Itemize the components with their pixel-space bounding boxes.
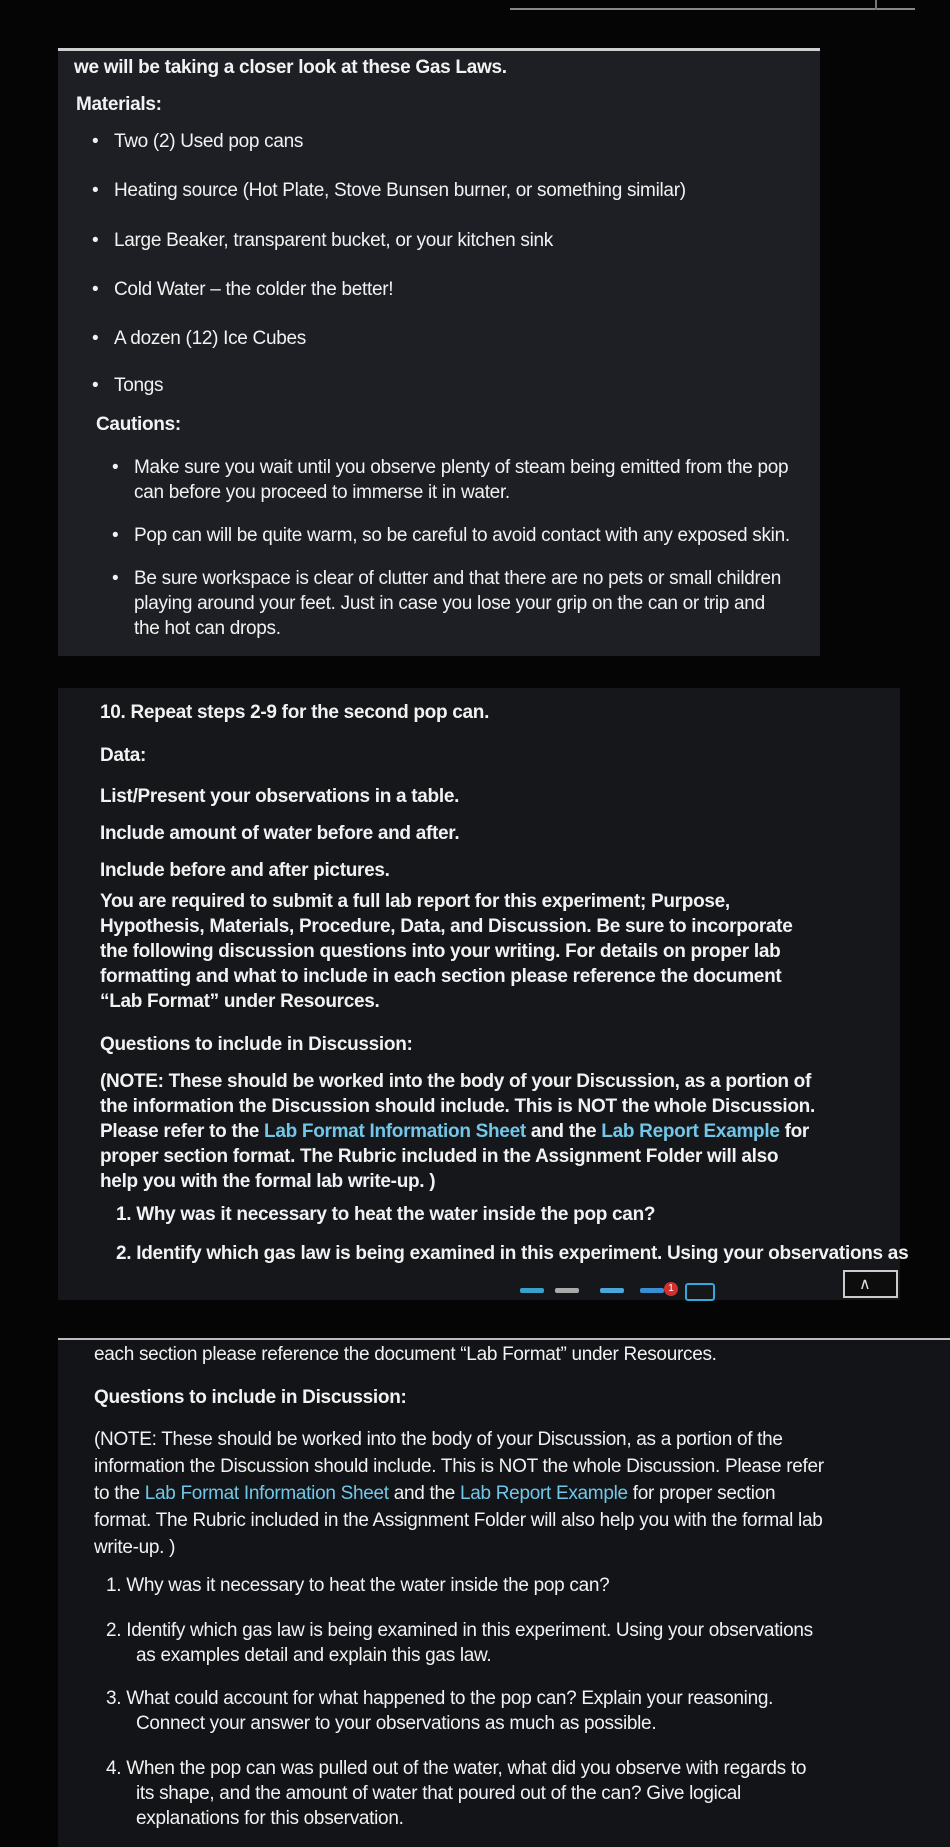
- list-item: • A dozen (12) Ice Cubes: [92, 326, 820, 351]
- notification-badge: 1: [664, 1282, 678, 1296]
- list-item: • Cold Water – the colder the better!: [92, 277, 820, 302]
- taskbar-active-app-icon[interactable]: [685, 1283, 715, 1301]
- list-item: • Heating source (Hot Plate, Stove Bunsen burner, or something similar): [92, 178, 820, 203]
- question-item: 1. Why was it necessary to heat the water inside the pop can?: [106, 1575, 610, 1596]
- note-text: (NOTE: These should be worked into the body of your Discussion, as a portion of the information the Discussion should include. This is NOT the whole Discussion. Please refer to the: [94, 1429, 824, 1504]
- lab-format-link[interactable]: Lab Format Information Sheet: [264, 1121, 526, 1142]
- note-text: and the: [525, 1121, 602, 1142]
- screenshot-panel-materials: [58, 48, 820, 656]
- scroll-up-control[interactable]: [843, 1270, 898, 1298]
- question-2-partial: 2. Identify which gas law is being examined in this experiment. Using your observations as: [116, 1243, 909, 1264]
- note-paragraph: [100, 1069, 820, 1194]
- question-item: 3. What could account for what happened to the pop can? Explain your reasoning. Connect your answer to your observations as much as possible.: [106, 1688, 774, 1734]
- lab-report-example-link[interactable]: Lab Report Example: [459, 1483, 628, 1504]
- screenshot-panel-data: [58, 688, 909, 1300]
- screenshot-panel-discussion: [58, 1338, 950, 1847]
- questions-heading: Questions to include in Discussion:: [94, 1387, 407, 1408]
- list-item: • Large Beaker, transparent bucket, or your kitchen sink: [92, 228, 820, 253]
- lab-report-example-link[interactable]: Lab Report Example: [601, 1121, 780, 1142]
- taskbar-app-icon[interactable]: [555, 1288, 579, 1293]
- cautions-heading: Cautions:: [96, 414, 181, 435]
- questions-heading: Questions to include in Discussion:: [100, 1034, 413, 1055]
- list-item: • Two (2) Used pop cans: [92, 129, 820, 154]
- materials-heading: Materials:: [76, 94, 162, 115]
- data-line: Include before and after pictures.: [100, 860, 390, 881]
- note-paragraph: [94, 1426, 834, 1561]
- question-item: 4. When the pop can was pulled out of the water, what did you observe with regards to its shape, and the amount of water that poured out of the can? Give logical explanations for this observation.: [106, 1758, 807, 1829]
- note-text: (NOTE: These should be worked into the body of your Discussion, as a portion of the information the Discussion should include. This is NOT the whole Discussion. Please refer to the: [100, 1071, 815, 1142]
- note-text: and the: [388, 1483, 460, 1504]
- question-item: 2. Identify which gas law is being examined in this experiment. Using your observations as examples detail and explain this gas law.: [106, 1620, 813, 1666]
- top-line-text: each section please reference the document “Lab Format” under Resources.: [94, 1344, 717, 1365]
- list-item: • Be sure workspace is clear of clutter and that there are no pets or small children playing around your feet. Just in case you lose your grip on the can or trip and the hot can drops.: [112, 566, 792, 641]
- top-window-edge: [510, 8, 915, 10]
- list-item: • Make sure you wait until you observe plenty of steam being emitted from the pop can before you proceed to immerse it in water.: [112, 455, 792, 505]
- list-item: • Pop can will be quite warm, so be careful to avoid contact with any exposed skin.: [112, 523, 792, 548]
- lab-format-link[interactable]: Lab Format Information Sheet: [144, 1483, 389, 1504]
- taskbar-app-icon[interactable]: [600, 1288, 624, 1293]
- data-line: List/Present your observations in a table.: [100, 786, 460, 807]
- step-10-text: 10. Repeat steps 2-9 for the second pop can.: [100, 702, 490, 723]
- data-line: Include amount of water before and after.: [100, 823, 460, 844]
- data-heading: Data:: [100, 745, 147, 766]
- list-item: • Tongs: [92, 373, 820, 398]
- taskbar-app-icon[interactable]: [520, 1288, 544, 1293]
- intro-text: we will be taking a closer look at these Gas Laws.: [74, 57, 507, 78]
- report-paragraph: You are required to submit a full lab report for this experiment; Purpose, Hypothesis, Materials, Procedure, Data, and Discussion. Be sure to incorporate the following discussion questions into your writing. For details on proper lab formatting and what to include in each section please reference the document “Lab Format” under Resources.: [100, 891, 793, 1012]
- chevron-up-icon: ∧: [859, 1276, 871, 1293]
- question-1: 1. Why was it necessary to heat the water inside the pop can?: [116, 1204, 656, 1225]
- top-window-divider: [875, 0, 877, 10]
- note-text: for proper section format. The Rubric included in the Assignment Folder will also help you with the formal lab write-up. ): [100, 1121, 810, 1192]
- taskbar-app-icon[interactable]: [640, 1288, 664, 1293]
- note-text: for proper section format. The Rubric included in the Assignment Folder will also help you with the formal lab write-up. ): [94, 1483, 823, 1558]
